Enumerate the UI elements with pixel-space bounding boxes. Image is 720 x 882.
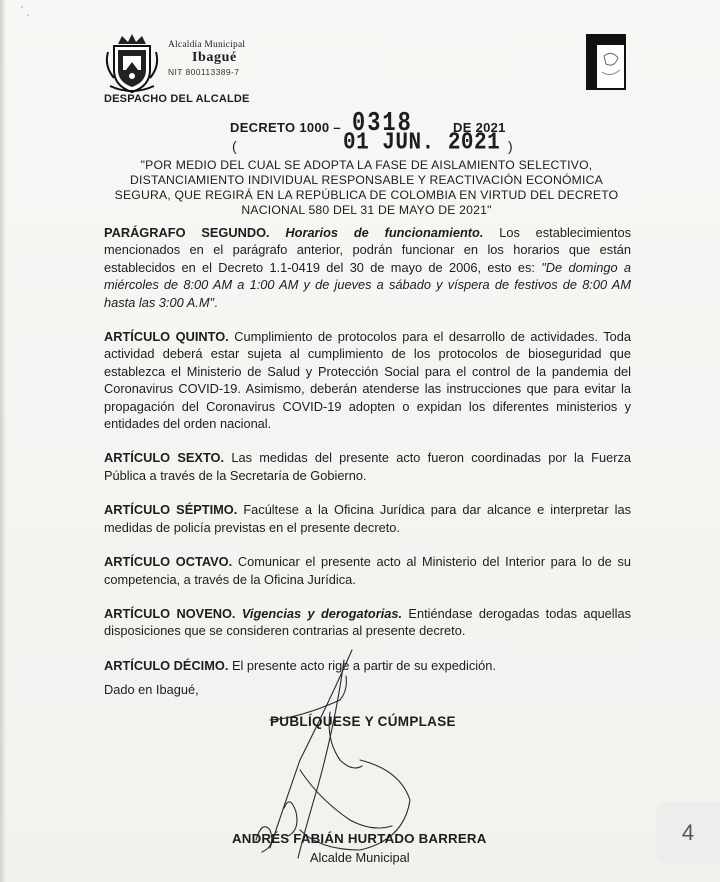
decree-date-line: [0, 130, 720, 160]
ibague-crest-logo: [104, 32, 160, 94]
place-line: Dado en Ibagué,: [104, 682, 199, 697]
city-name: Ibagué: [192, 50, 237, 65]
signer-role: Alcalde Municipal: [310, 850, 410, 865]
ibague-brand-seal: [586, 34, 626, 90]
section-text: Los establecimientos mencionados en el parágrafo anterior, podrán funcionar en los horarios que están establecidos en el Decreto 1.1-0419 del 30 de mayo de 2006, esto es:: [104, 225, 631, 275]
section-text: Entiéndase derogadas todas aquellas disposiciones que se consideren contrarias al presente decreto.: [104, 605, 631, 639]
section-heading: PARÁGRAFO SEGUNDO.: [104, 225, 270, 240]
section-heading: ARTÍCULO NOVENO.: [104, 605, 236, 621]
section-text: El presente acto rige a partir de su expedición.: [228, 657, 496, 673]
articulo-decimo: [104, 657, 631, 674]
section-heading: ARTÍCULO SÉPTIMO.: [104, 502, 238, 518]
paragrafo-segundo: [104, 224, 631, 311]
section-text: Cumplimiento de protocolos para el desarrollo de actividades. Toda actividad deberá estar sujeta al cumplimiento de los protocolos de bioseguridad que establezca el Ministerio de Salud y Protección Social para el control de la pandemia del Coronavirus COVID-19. Asimismo, deberán atenderse las instrucciones que para evitar la propagación del Coronavirus COVID-19 adopten o expidan los diferentes ministerios y entidades del orden nacional.: [104, 329, 631, 432]
section-text: Las medidas del presente acto fueron coordinadas por la Fuerza Pública a través de la Secretaría de Gobierno.: [104, 450, 631, 483]
section-heading: ARTÍCULO QUINTO.: [104, 329, 229, 345]
schedule-quote: "De domingo a miércoles de 8:00 AM a 1:00 AM y de jueves a sábado y víspera de festivos de 8:00 AM hasta las 3:00 A.M": [104, 259, 632, 310]
date-paren-open: (: [232, 138, 237, 154]
section-subheading: Vigencias y derogatorias.: [241, 605, 403, 621]
section-end: .: [214, 294, 218, 310]
publish-order: PUBLÍQUESE Y CÚMPLASE: [270, 714, 456, 729]
municipality-label: Alcaldía Municipal: [168, 40, 246, 50]
section-heading: ARTÍCULO DÉCIMO.: [104, 657, 229, 673]
articulo-noveno: [104, 605, 631, 640]
signer-name: ANDRÉS FABIÁN HURTADO BARRERA: [232, 831, 487, 846]
section-text: Facúltese a la Oficina Jurídica para dar alcance e interpretar las medidas de policía previstas en el presente decreto.: [104, 502, 632, 535]
articulo-quinto: [104, 328, 631, 432]
decree-year: DE 2021: [453, 120, 506, 135]
decree-body: [104, 224, 631, 674]
section-heading: ARTÍCULO OCTAVO.: [104, 554, 233, 570]
articulo-octavo: [104, 553, 631, 588]
decree-label: DECRETO 1000 –: [230, 120, 341, 135]
office-label: DESPACHO DEL ALCALDE: [104, 93, 250, 105]
section-subheading: Horarios de funcionamiento.: [285, 225, 484, 240]
articulo-septimo: [104, 501, 631, 536]
section-heading: ARTÍCULO SEXTO.: [104, 450, 225, 466]
articulo-sexto: [104, 449, 631, 484]
decree-title: "POR MEDIO DEL CUAL SE ADOPTA LA FASE DE AISLAMIENTO SELECTIVO, DISTANCIAMIENTO INDIVIDUAL RESPONSABLE Y REACTIVACIÓN ECONÓMICA SEGURA, QUE REGIRÁ EN LA REPÚBLICA DE COLOMBIA EN VIRTUD DEL DECRETO NACIONAL 580 DEL 31 DE MAYO DE 2021": [114, 158, 619, 217]
section-text: Comunicar el presente acto al Ministerio del Interior para lo de su competencia, a través de la Oficina Jurídica.: [104, 554, 631, 587]
decree-date-stamp: 01 JUN. 2021: [343, 130, 501, 157]
municipality-block: [168, 40, 288, 77]
page-number-badge: 4: [656, 802, 720, 864]
scan-marks: ˊ ˏ: [20, 6, 30, 17]
date-paren-close: ): [508, 138, 513, 154]
nit-number: NIT 800113389-7: [168, 67, 240, 77]
decree-number-stamp: 0318: [352, 108, 413, 139]
